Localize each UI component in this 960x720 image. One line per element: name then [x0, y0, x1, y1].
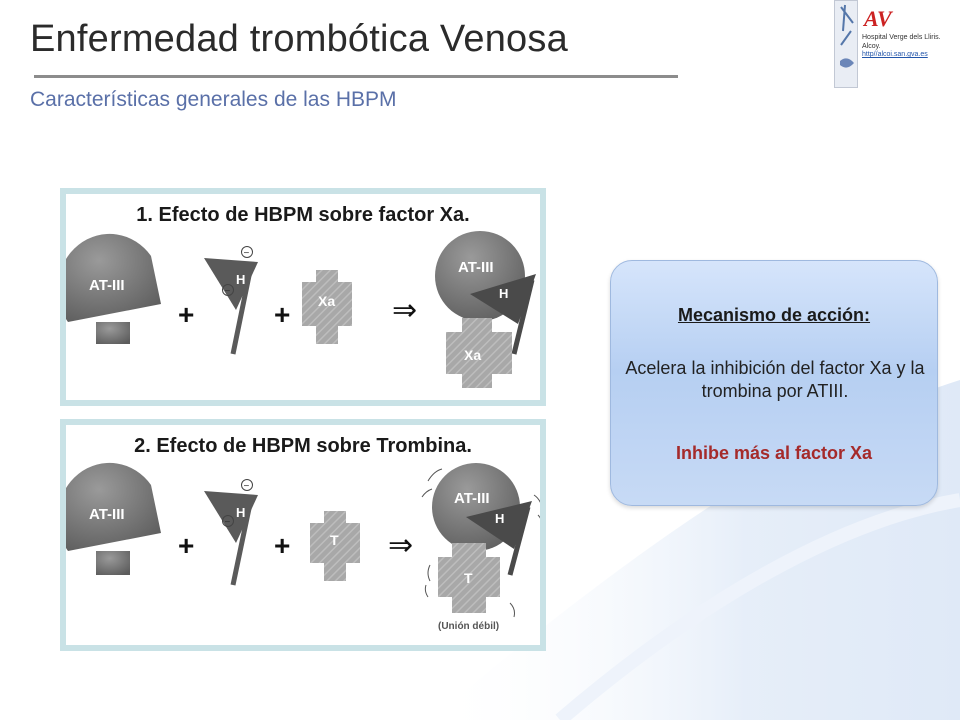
- complex-thrombin-label: T: [464, 570, 473, 586]
- logo-hospital-name: Hospital Verge dels Lliris.: [862, 34, 941, 41]
- logo-city: Alcoy.: [862, 42, 881, 50]
- factor-xa-molecule: [302, 270, 352, 344]
- callout-heading: Mecanismo de acción:: [677, 305, 871, 325]
- heparin-label: H: [236, 272, 246, 287]
- plus-sign-1: +: [178, 299, 195, 330]
- logo-figure-icon: [835, 1, 859, 89]
- heparin-label: H: [236, 505, 246, 520]
- mechanism-callout: [610, 260, 938, 506]
- complex-xa-label: Xa: [464, 347, 482, 363]
- negative-charge-1: −: [243, 248, 250, 259]
- factor-xa-label: Xa: [318, 293, 336, 309]
- panel-title: 1. Efecto de HBPM sobre factor Xa.: [136, 204, 470, 226]
- complex-at3-label: AT-III: [458, 259, 494, 276]
- logo-url-link[interactable]: http//alcoi.san.gva.es: [862, 51, 928, 58]
- weak-binding-note: (Unión débil): [438, 621, 500, 632]
- thrombin-diagram: [66, 425, 540, 645]
- at3-molecule: [66, 463, 161, 575]
- heparin-molecule: [204, 480, 258, 586]
- factor-xa-diagram: [66, 194, 540, 400]
- negative-charge-2: −: [224, 517, 231, 528]
- yields-arrow: ⇒: [388, 529, 414, 562]
- panel-title: 2. Efecto de HBPM sobre Trombina.: [134, 435, 472, 457]
- at3-label: AT-III: [89, 277, 125, 294]
- complex-heparin-label: H: [499, 286, 509, 301]
- heparin-molecule: [204, 247, 258, 355]
- at3-molecule: [66, 234, 161, 344]
- callout-highlight: Inhibe más al factor Xa: [675, 443, 873, 463]
- thrombin-molecule: [310, 511, 360, 581]
- callout-body: Acelera la inhibición del factor Xa y la trombina por ATIII.: [625, 358, 925, 401]
- diagram-panel-thrombin: [60, 419, 546, 651]
- page-subtitle: Características generales de las HBPM: [30, 88, 397, 111]
- logo-vertical-bar: [834, 0, 858, 88]
- complex-at3-label: AT-III: [454, 490, 490, 507]
- at3-heparin-thrombin-complex: [422, 463, 540, 617]
- negative-charge-2: −: [224, 286, 231, 297]
- plus-sign-2: +: [274, 530, 291, 561]
- page-title: Enfermedad trombótica Venosa: [30, 18, 568, 60]
- plus-sign-1: +: [178, 530, 195, 561]
- at3-heparin-xa-complex: [435, 231, 536, 388]
- complex-heparin-label: H: [495, 511, 505, 526]
- plus-sign-2: +: [274, 299, 291, 330]
- hospital-logo: [834, 0, 960, 92]
- yields-arrow: ⇒: [392, 294, 418, 327]
- title-underline: [34, 75, 678, 78]
- negative-charge-1: −: [243, 481, 250, 492]
- thrombin-label: T: [330, 532, 339, 548]
- logo-brand: AV: [864, 6, 892, 31]
- diagram-panel-factor-xa: [60, 188, 546, 406]
- at3-label: AT-III: [89, 506, 125, 523]
- av-brand-icon: [862, 4, 914, 32]
